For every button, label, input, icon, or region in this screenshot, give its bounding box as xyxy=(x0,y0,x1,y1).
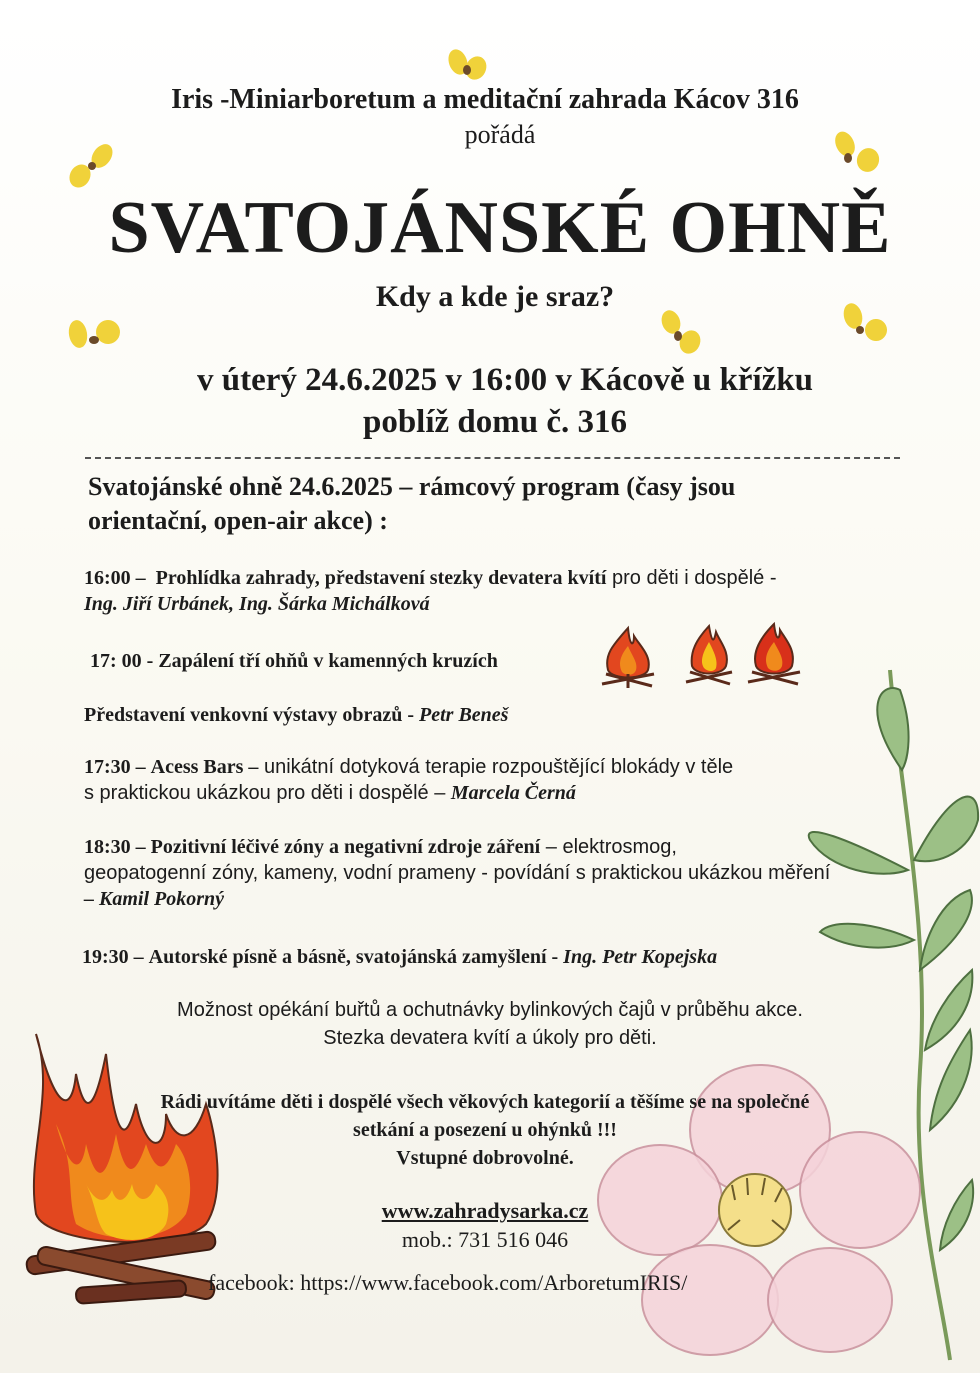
welcome-text: Rádi uvítáme děti i dospělé všech věkových kategorií a těšíme se na společné setkání a posezení u ohýnků !!! Vstupné dobrovolné. xyxy=(160,1091,810,1169)
program-item: 18:30 – Pozitivní léčivé zóny a negativní zdroje záření – elektrosmog, geopatogenní zóny, kameny, vodní prameny - povídání s praktickou ukázkou měření – Kamil Pokorný xyxy=(84,836,831,910)
organizer-name: Iris -Miniarboretum a meditační zahrada Kácov 316 xyxy=(171,84,799,115)
program-heading: Svatojánské ohně 24.6.2025 – rámcový program (časy jsou orientační, open-air akce) : xyxy=(88,472,736,535)
butterfly-icon xyxy=(64,314,126,354)
butterfly-icon xyxy=(443,48,493,84)
event-date-time: v úterý 24.6.2025 v 16:00 v Kácově u křížku xyxy=(197,362,813,398)
event-location: poblíž domu č. 316 xyxy=(362,404,628,440)
notes: Možnost opékání buřtů a ochutnávky bylinkových čajů v průběhu akce. Stezka devatera kvítí a úkoly pro děti. xyxy=(177,999,803,1049)
butterfly-icon xyxy=(656,308,706,358)
phone-number: mob.: 731 516 046 xyxy=(401,1227,569,1252)
bonfire-icon xyxy=(596,624,660,690)
program-item: 19:30 – Autorské písně a básně, svatojánská zamyšlení - Ing. Petr Kopejska xyxy=(82,946,718,968)
website-link[interactable]: www.zahradysarka.cz xyxy=(381,1198,589,1223)
facebook-link[interactable]: facebook: https://www.facebook.com/ArboretumIRIS/ xyxy=(208,1270,688,1295)
program-item: 16:00 – Prohlídka zahrady, představení stezky devatera kvítí pro děti i dospělé - Ing. Jiří Urbánek, Ing. Šárka Michálková xyxy=(84,567,777,615)
program-item: Představení venkovní výstavy obrazů - Petr Beneš xyxy=(84,704,509,726)
bonfire-icon xyxy=(682,622,736,688)
divider xyxy=(85,457,900,459)
meeting-question: Kdy a kde je sraz? xyxy=(375,280,615,313)
presents-label: pořádá xyxy=(464,120,536,149)
event-title: SVATOJÁNSKÉ OHNĚ xyxy=(108,187,892,269)
program-item: 17:30 – Acess Bars – unikátní dotyková terapie rozpouštějící blokády v těle s praktickou ukázkou pro děti i dospělé – Marcela Černá xyxy=(84,756,734,804)
program-item: 17: 00 - Zapálení tří ohňů v kamenných kruzích xyxy=(90,650,498,672)
